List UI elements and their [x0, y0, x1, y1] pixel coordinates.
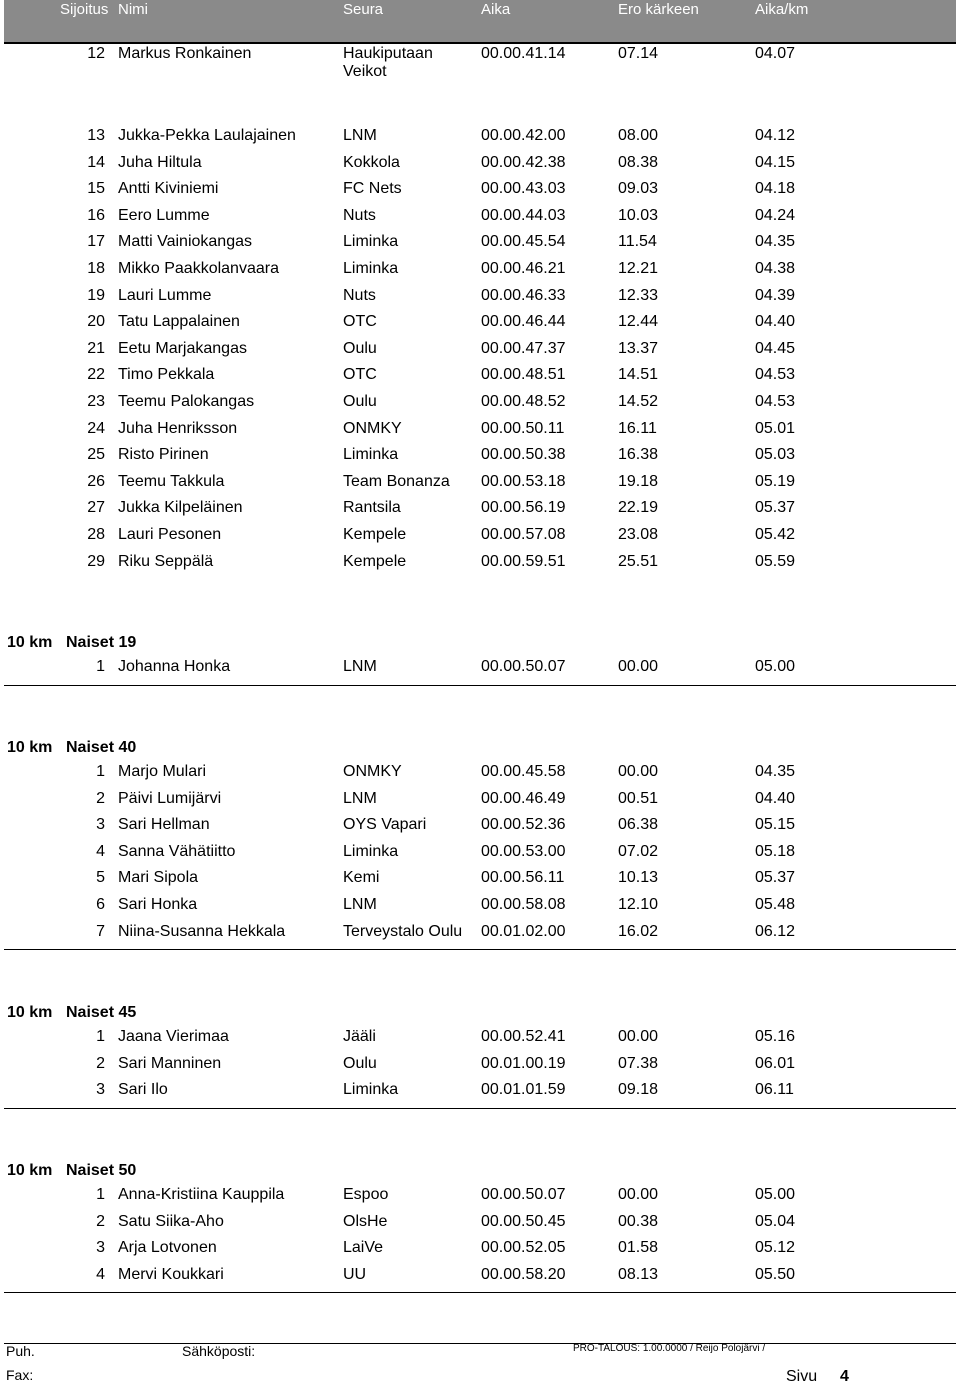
result-time: 00.00.56.19 — [481, 499, 566, 516]
result-position: 27 — [87, 499, 105, 516]
result-time: 00.00.52.41 — [481, 1028, 566, 1045]
result-club: Oulu — [343, 340, 377, 357]
section-heading — [7, 739, 956, 761]
section-heading — [7, 634, 956, 656]
table-row — [0, 232, 960, 254]
result-position: 25 — [87, 446, 105, 463]
section-divider — [4, 1108, 956, 1109]
result-pace: 04.53 — [755, 366, 796, 383]
result-club: FC Nets — [343, 180, 402, 197]
result-position: 2 — [96, 1055, 105, 1072]
result-club: UU — [343, 1266, 367, 1283]
result-difference: 07.02 — [618, 843, 659, 860]
result-name: Timo Pekkala — [118, 366, 215, 383]
result-name: Teemu Takkula — [118, 473, 225, 490]
table-row — [0, 1185, 960, 1207]
result-time: 00.00.53.18 — [481, 473, 566, 490]
page-number: 4 — [840, 1368, 849, 1385]
result-position: 7 — [96, 923, 105, 940]
result-position: 1 — [96, 763, 105, 780]
section-distance: 10 km — [7, 1162, 53, 1179]
result-time: 00.00.58.20 — [481, 1266, 566, 1283]
result-difference: 06.38 — [618, 816, 659, 833]
result-name: Arja Lotvonen — [118, 1239, 217, 1256]
result-pace: 05.37 — [755, 869, 796, 886]
result-time: 00.01.00.19 — [481, 1055, 566, 1072]
result-pace: 04.40 — [755, 790, 796, 807]
result-time: 00.00.44.03 — [481, 207, 566, 224]
result-position: 3 — [96, 1239, 105, 1256]
table-row — [0, 312, 960, 334]
column-header-position: Sijoitus — [60, 1, 109, 18]
result-name: Johanna Honka — [118, 658, 231, 675]
table-row — [0, 445, 960, 467]
result-pace: 05.16 — [755, 1028, 796, 1045]
page-label: Sivu — [786, 1368, 818, 1385]
result-difference: 10.13 — [618, 869, 659, 886]
result-position: 23 — [87, 393, 105, 410]
result-name: Jukka Kilpeläinen — [118, 499, 243, 516]
result-club: ONMKY — [343, 420, 402, 437]
result-difference: 00.00 — [618, 763, 659, 780]
table-row — [0, 895, 960, 917]
section-category: Naiset 50 — [66, 1162, 137, 1179]
table-row — [0, 286, 960, 308]
result-club: Liminka — [343, 446, 399, 463]
result-pace: 04.39 — [755, 287, 796, 304]
result-club: LNM — [343, 790, 377, 807]
result-position: 3 — [96, 816, 105, 833]
section-category: Naiset 40 — [66, 739, 137, 756]
result-difference: 16.11 — [618, 420, 657, 437]
table-row — [0, 842, 960, 864]
result-pace: 05.50 — [755, 1266, 796, 1283]
result-club: Liminka — [343, 233, 399, 250]
section-heading — [7, 1004, 956, 1026]
table-row — [0, 1265, 960, 1287]
result-pace: 04.07 — [755, 45, 796, 62]
result-pace: 05.03 — [755, 446, 796, 463]
result-difference: 09.03 — [618, 180, 659, 197]
result-pace: 06.01 — [755, 1055, 796, 1072]
result-name: Sari Ilo — [118, 1081, 168, 1098]
section-divider — [4, 1292, 956, 1293]
result-club: Oulu — [343, 393, 377, 410]
table-row — [0, 45, 960, 89]
result-position: 12 — [87, 45, 105, 62]
table-row — [0, 1212, 960, 1234]
result-difference: 00.00 — [618, 658, 659, 675]
result-position: 21 — [87, 340, 105, 357]
result-difference: 07.38 — [618, 1055, 659, 1072]
result-pace: 04.38 — [755, 260, 796, 277]
section-category: Naiset 45 — [66, 1004, 137, 1021]
result-pace: 05.59 — [755, 553, 796, 570]
result-pace: 04.12 — [755, 127, 796, 144]
result-time: 00.00.46.21 — [481, 260, 566, 277]
table-row — [0, 1238, 960, 1260]
result-pace: 05.15 — [755, 816, 796, 833]
result-pace: 04.35 — [755, 763, 796, 780]
result-club: LaiVe — [343, 1239, 384, 1256]
result-position: 18 — [87, 260, 105, 277]
result-club: OlsHe — [343, 1213, 388, 1230]
result-difference: 10.03 — [618, 207, 659, 224]
result-name: Risto Pirinen — [118, 446, 209, 463]
footer-fax-label: Fax: — [6, 1367, 34, 1383]
result-pace: 04.45 — [755, 340, 796, 357]
table-row — [0, 339, 960, 361]
result-position: 16 — [87, 207, 105, 224]
result-position: 5 — [96, 869, 105, 886]
result-position: 3 — [96, 1081, 105, 1098]
result-difference: 01.58 — [618, 1239, 659, 1256]
result-club: Oulu — [343, 1055, 377, 1072]
result-pace: 04.18 — [755, 180, 796, 197]
result-time: 00.01.01.59 — [481, 1081, 566, 1098]
table-row — [0, 1080, 960, 1102]
result-position: 4 — [96, 843, 105, 860]
result-time: 00.00.57.08 — [481, 526, 566, 543]
result-time: 00.00.46.44 — [481, 313, 566, 330]
result-difference: 22.19 — [618, 499, 659, 516]
result-time: 00.00.53.00 — [481, 843, 566, 860]
result-club: Kemi — [343, 869, 380, 886]
result-position: 4 — [96, 1266, 105, 1283]
column-header-pace: Aika/km — [755, 1, 809, 18]
table-row — [0, 525, 960, 547]
table-row — [0, 657, 960, 679]
result-time: 00.00.45.54 — [481, 233, 566, 250]
result-pace: 04.40 — [755, 313, 796, 330]
result-difference: 08.38 — [618, 154, 659, 171]
result-difference: 00.00 — [618, 1028, 659, 1045]
result-difference: 00.51 — [618, 790, 659, 807]
result-club: OYS Vapari — [343, 816, 427, 833]
result-name: Lauri Lumme — [118, 287, 212, 304]
result-club: Jääli — [343, 1028, 376, 1045]
footer-software-credit: PRO-TALOUS: 1.00.0000 / Reijo Polojärvi / — [573, 1343, 766, 1354]
result-name: Mikko Paakkolanvaara — [118, 260, 279, 277]
table-row — [0, 179, 960, 201]
result-time: 00.00.58.08 — [481, 896, 566, 913]
result-club: Haukiputaan Veikot — [343, 45, 433, 80]
header-divider — [4, 42, 956, 44]
table-row — [0, 392, 960, 414]
result-position: 22 — [87, 366, 105, 383]
section-category: Naiset 19 — [66, 634, 137, 651]
result-club: Nuts — [343, 207, 376, 224]
result-time: 00.00.41.14 — [481, 45, 566, 62]
result-club: Nuts — [343, 287, 376, 304]
table-row — [0, 815, 960, 837]
result-position: 20 — [87, 313, 105, 330]
result-position: 19 — [87, 287, 105, 304]
result-name: Sari Honka — [118, 896, 198, 913]
result-difference: 14.51 — [618, 366, 659, 383]
result-difference: 11.54 — [618, 233, 657, 250]
result-difference: 13.37 — [618, 340, 659, 357]
table-row — [0, 472, 960, 494]
result-difference: 12.10 — [618, 896, 659, 913]
result-time: 00.00.45.58 — [481, 763, 566, 780]
result-pace: 05.01 — [755, 420, 796, 437]
result-position: 1 — [96, 658, 105, 675]
result-pace: 04.53 — [755, 393, 796, 410]
result-time: 00.00.50.45 — [481, 1213, 566, 1230]
result-club: LNM — [343, 896, 377, 913]
result-time: 00.00.47.37 — [481, 340, 566, 357]
result-position: 15 — [87, 180, 105, 197]
result-pace: 05.04 — [755, 1213, 796, 1230]
result-time: 00.00.48.52 — [481, 393, 566, 410]
result-pace: 06.11 — [755, 1081, 794, 1098]
result-name: Eetu Marjakangas — [118, 340, 247, 357]
result-position: 17 — [87, 233, 105, 250]
result-name: Antti Kiviniemi — [118, 180, 219, 197]
table-row — [0, 789, 960, 811]
result-club: Liminka — [343, 1081, 399, 1098]
result-difference: 19.18 — [618, 473, 659, 490]
result-name: Marjo Mulari — [118, 763, 207, 780]
column-header-name: Nimi — [118, 1, 148, 18]
result-difference: 08.13 — [618, 1266, 659, 1283]
result-time: 00.00.52.05 — [481, 1239, 566, 1256]
column-header-difference: Ero kärkeen — [618, 1, 699, 18]
table-row — [0, 498, 960, 520]
result-name: Anna-Kristiina Kauppila — [118, 1186, 285, 1203]
result-club: OTC — [343, 366, 377, 383]
result-club: OTC — [343, 313, 377, 330]
result-name: Sari Manninen — [118, 1055, 222, 1072]
table-row — [0, 552, 960, 574]
result-name: Teemu Palokangas — [118, 393, 255, 410]
result-position: 24 — [87, 420, 105, 437]
result-name: Riku Seppälä — [118, 553, 214, 570]
result-time: 00.00.56.11 — [481, 869, 565, 886]
result-time: 00.00.59.51 — [481, 553, 566, 570]
result-name: Jaana Vierimaa — [118, 1028, 229, 1045]
result-position: 13 — [87, 127, 105, 144]
result-time: 00.00.50.07 — [481, 658, 566, 675]
result-difference: 16.38 — [618, 446, 659, 463]
result-pace: 05.37 — [755, 499, 796, 516]
result-name: Niina-Susanna Hekkala — [118, 923, 286, 940]
result-name: Juha Hiltula — [118, 154, 202, 171]
result-difference: 12.21 — [618, 260, 659, 277]
column-header-club: Seura — [343, 1, 384, 18]
section-distance: 10 km — [7, 634, 53, 651]
result-club: Terveystalo Oulu — [343, 923, 463, 940]
result-time: 00.01.02.00 — [481, 923, 566, 940]
result-difference: 07.14 — [618, 45, 659, 62]
result-club: Kempele — [343, 553, 407, 570]
result-name: Eero Lumme — [118, 207, 210, 224]
result-club: Kokkola — [343, 154, 400, 171]
result-position: 29 — [87, 553, 105, 570]
section-distance: 10 km — [7, 1004, 53, 1021]
result-difference: 14.52 — [618, 393, 659, 410]
result-difference: 16.02 — [618, 923, 659, 940]
result-position: 1 — [96, 1028, 105, 1045]
result-time: 00.00.50.07 — [481, 1186, 566, 1203]
result-difference: 00.38 — [618, 1213, 659, 1230]
result-time: 00.00.48.51 — [481, 366, 566, 383]
result-difference: 09.18 — [618, 1081, 659, 1098]
result-time: 00.00.46.49 — [481, 790, 566, 807]
result-name: Markus Ronkainen — [118, 45, 252, 62]
table-row — [0, 126, 960, 148]
result-difference: 08.00 — [618, 127, 659, 144]
result-time: 00.00.52.36 — [481, 816, 566, 833]
result-position: 14 — [87, 154, 105, 171]
result-time: 00.00.46.33 — [481, 287, 566, 304]
result-pace: 04.15 — [755, 154, 796, 171]
result-position: 28 — [87, 526, 105, 543]
result-club: Team Bonanza — [343, 473, 450, 490]
result-name: Juha Henriksson — [118, 420, 238, 437]
result-name: Päivi Lumijärvi — [118, 790, 222, 807]
section-divider — [4, 685, 956, 686]
table-row — [0, 153, 960, 175]
result-time: 00.00.50.11 — [481, 420, 565, 437]
result-time: 00.00.42.00 — [481, 127, 566, 144]
result-time: 00.00.50.38 — [481, 446, 566, 463]
section-heading — [7, 1162, 956, 1184]
result-position: 2 — [96, 790, 105, 807]
result-difference: 12.33 — [618, 287, 659, 304]
footer-phone-label: Puh. — [6, 1343, 35, 1359]
result-name: Mervi Koukkari — [118, 1266, 224, 1283]
section-distance: 10 km — [7, 739, 53, 756]
result-name: Lauri Pesonen — [118, 526, 222, 543]
result-difference: 00.00 — [618, 1186, 659, 1203]
section-divider — [4, 949, 956, 950]
result-club: Espoo — [343, 1186, 389, 1203]
result-pace: 05.18 — [755, 843, 796, 860]
result-time: 00.00.42.38 — [481, 154, 566, 171]
result-name: Satu Siika-Aho — [118, 1213, 224, 1230]
footer-email-label: Sähköposti: — [182, 1343, 256, 1359]
result-position: 6 — [96, 896, 105, 913]
result-pace: 04.24 — [755, 207, 796, 224]
result-pace: 05.48 — [755, 896, 796, 913]
result-difference: 25.51 — [618, 553, 659, 570]
result-pace: 04.35 — [755, 233, 796, 250]
result-name: Tatu Lappalainen — [118, 313, 240, 330]
result-pace: 05.42 — [755, 526, 796, 543]
result-name: Sari Hellman — [118, 816, 210, 833]
result-club: LNM — [343, 127, 377, 144]
table-row — [0, 259, 960, 281]
table-row — [0, 365, 960, 387]
result-pace: 05.00 — [755, 1186, 796, 1203]
table-row — [0, 762, 960, 784]
table-row — [0, 419, 960, 441]
column-header-bar — [4, 0, 956, 42]
result-name: Sanna Vähätiitto — [118, 843, 236, 860]
result-pace: 05.19 — [755, 473, 796, 490]
result-name: Mari Sipola — [118, 869, 199, 886]
result-position: 26 — [87, 473, 105, 490]
result-club: LNM — [343, 658, 377, 675]
result-club: Kempele — [343, 526, 407, 543]
table-row — [0, 922, 960, 944]
result-position: 2 — [96, 1213, 105, 1230]
column-header-time: Aika — [481, 1, 511, 18]
result-pace: 05.00 — [755, 658, 796, 675]
result-difference: 23.08 — [618, 526, 659, 543]
result-time: 00.00.43.03 — [481, 180, 566, 197]
table-row — [0, 1054, 960, 1076]
table-row — [0, 206, 960, 228]
result-name: Matti Vainiokangas — [118, 233, 252, 250]
result-name: Jukka-Pekka Laulajainen — [118, 127, 296, 144]
table-row — [0, 868, 960, 890]
result-pace: 05.12 — [755, 1239, 796, 1256]
table-row — [0, 1027, 960, 1049]
result-club: Liminka — [343, 260, 399, 277]
footer-divider — [4, 1343, 956, 1344]
result-club: Liminka — [343, 843, 399, 860]
result-difference: 12.44 — [618, 313, 659, 330]
result-position: 1 — [96, 1186, 105, 1203]
result-pace: 06.12 — [755, 923, 796, 940]
result-club: Rantsila — [343, 499, 401, 516]
result-club: ONMKY — [343, 763, 402, 780]
